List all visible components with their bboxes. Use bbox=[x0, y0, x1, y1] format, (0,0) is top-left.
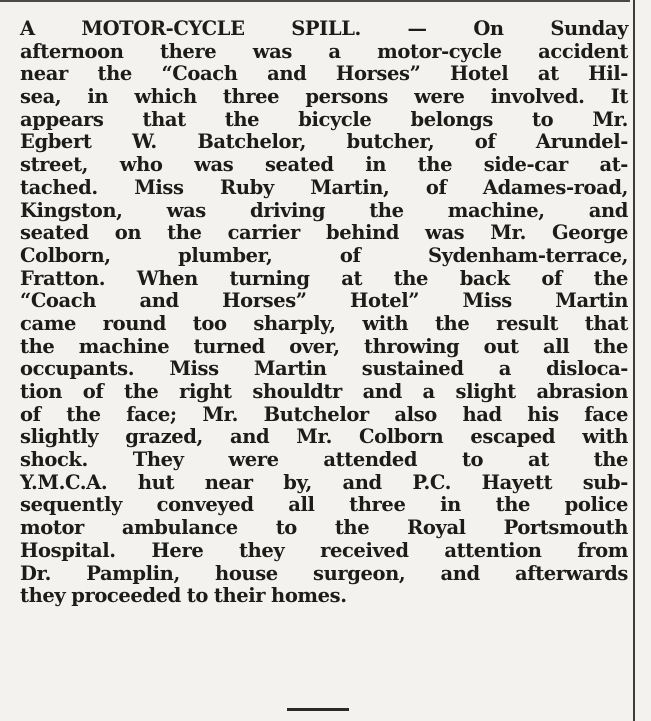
article-line: near the “Coach and Horses” Hotel at Hil- bbox=[20, 62, 628, 86]
article-line: afternoon there was a motor-cycle accident bbox=[20, 39, 628, 63]
article-line: sea, in which three persons were involved. It bbox=[20, 85, 628, 109]
column-rule bbox=[633, 0, 635, 721]
article-line: “Coach and Horses” Hotel” Miss Martin bbox=[20, 289, 628, 313]
article-line: Egbert W. Batchelor, butcher, of Arundel- bbox=[20, 130, 628, 154]
article-line: sequently conveyed all three in the police bbox=[20, 493, 628, 517]
article-line: slightly grazed, and Mr. Colborn escaped with bbox=[20, 425, 628, 449]
article-line: tached. Miss Ruby Martin, of Adames-road, bbox=[20, 175, 628, 199]
article-line: occupants. Miss Martin sustained a disloca- bbox=[20, 357, 628, 381]
bottom-rule bbox=[287, 708, 349, 711]
article-line: shock. They were attended to at the bbox=[20, 448, 628, 472]
article-line-last: they proceeded to their homes. bbox=[20, 584, 347, 608]
article-line: tion of the right shouldtr and a slight abrasion bbox=[20, 380, 628, 403]
article-text bbox=[20, 18, 628, 608]
article-line: Kingston, was driving the machine, and bbox=[20, 198, 628, 222]
article-line: came round too sharply, with the result that bbox=[20, 311, 628, 335]
article-line: appears that the bicycle belongs to Mr. bbox=[20, 107, 628, 131]
article-line: Fratton. When turning at the back of the bbox=[20, 266, 628, 290]
article-line: seated on the carrier behind was Mr. George bbox=[20, 221, 628, 245]
article-line: Dr. Pamplin, house surgeon, and afterwards bbox=[20, 561, 628, 585]
article-line: motor ambulance to the Royal Portsmouth bbox=[20, 516, 628, 540]
top-rule bbox=[0, 0, 630, 2]
article-line: of the face; Mr. Butchelor also had his face bbox=[20, 402, 628, 426]
article-line: Hospital. Here they received attention from bbox=[20, 538, 628, 562]
article-line: the machine turned over, throwing out all the bbox=[20, 334, 628, 358]
article-line-headline: A MOTOR-CYCLE SPILL. — On Sunday bbox=[20, 17, 628, 40]
article-line: Colborn, plumber, of Sydenham-terrace, bbox=[20, 243, 628, 267]
article-line: Y.M.C.A. hut near by, and P.C. Hayett sub- bbox=[20, 470, 628, 494]
article-line: street, who was seated in the side-car at- bbox=[20, 153, 628, 177]
